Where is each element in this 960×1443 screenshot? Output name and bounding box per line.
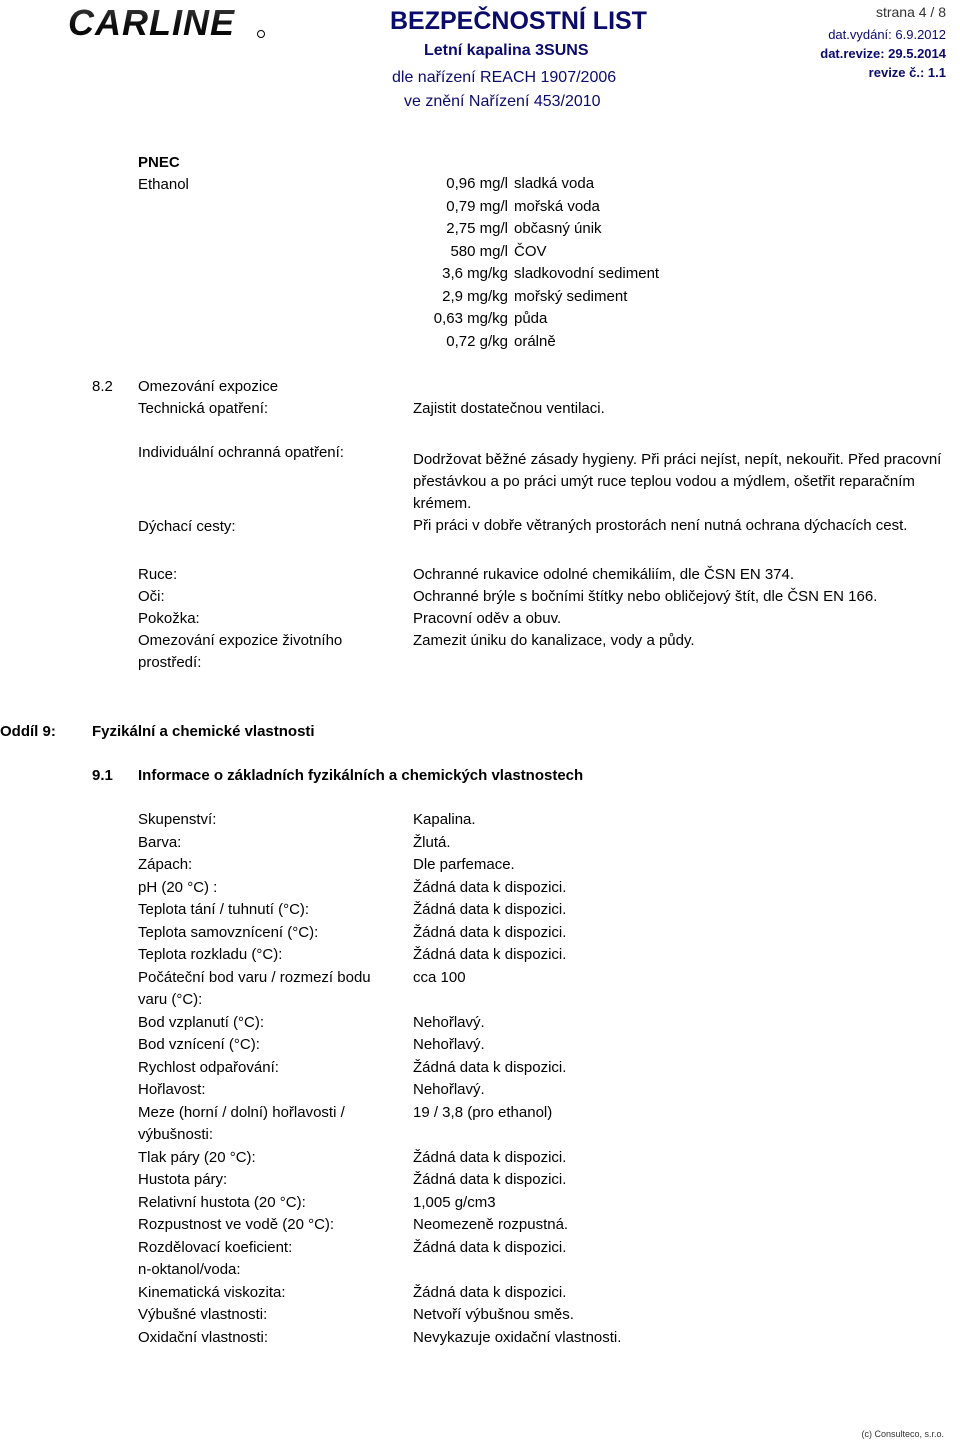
property-row: [138, 1057, 960, 1080]
property-row: [138, 1124, 960, 1147]
property-label: Hustota páry:: [138, 1171, 228, 1188]
pnec-row: [380, 241, 659, 264]
pnec-value: 2,75 mg/l: [446, 220, 508, 237]
eyes-label: Oči:: [138, 588, 165, 605]
respiratory-label: Dýchací cesty:: [138, 518, 236, 535]
pnec-row: [380, 308, 659, 331]
pnec-desc: půda: [514, 310, 548, 327]
property-row: [138, 989, 960, 1012]
property-label: výbušnosti:: [138, 1126, 214, 1143]
property-row: [138, 1237, 960, 1260]
property-label: Relativní hustota (20 °C):: [138, 1193, 306, 1211]
property-value: Nehořlavý.: [413, 1013, 485, 1031]
revision-date: dat.revize: 29.5.2014: [820, 46, 946, 61]
property-value: Žádná data k dispozici.: [413, 1171, 567, 1188]
pnec-value: 0,96 mg/l: [446, 175, 508, 192]
page-number: strana 4 / 8: [875, 4, 946, 20]
section-9-1-title: Informace o základních fyzikálních a chemických vlastnostech: [138, 767, 584, 784]
property-row: [138, 1327, 960, 1350]
property-label: Oxidační vlastnosti:: [138, 1328, 269, 1346]
pnec-row: [380, 196, 659, 219]
pnec-substance: Ethanol: [138, 176, 189, 193]
property-label: n-oktanol/voda:: [138, 1261, 241, 1278]
property-value: Nehořlavý.: [413, 1081, 485, 1098]
property-value: Žádná data k dispozici.: [413, 1283, 567, 1301]
property-value: Žádná data k dispozici.: [413, 1148, 567, 1166]
property-row: [138, 1102, 960, 1125]
pnec-desc: mořský sediment: [514, 287, 628, 305]
pnec-value: 0,72 g/kg: [446, 332, 508, 350]
document-title: BEZPEČNOSTNÍ LIST: [390, 7, 647, 35]
pnec-value: 3,6 mg/kg: [442, 265, 508, 282]
pnec-value: 580 mg/l: [450, 242, 508, 260]
pnec-label: PNEC: [138, 154, 180, 171]
property-label: Rychlost odpařování:: [138, 1058, 279, 1076]
technical-measures-text: Zajistit dostatečnou ventilaci.: [413, 400, 605, 417]
property-row: [138, 1214, 960, 1237]
property-row: [138, 1147, 960, 1170]
property-label: Teplota tání / tuhnutí (°C):: [138, 901, 310, 918]
property-value: Žádná data k dispozici.: [413, 1238, 567, 1256]
env-exposure-text: Zamezit úniku do kanalizace, vody a půdy.: [413, 632, 695, 649]
property-label: varu (°C):: [138, 991, 203, 1008]
section-9-label: Oddíl 9:: [0, 723, 56, 740]
property-row: [138, 1012, 960, 1035]
pnec-row: [380, 218, 659, 241]
revision-number: revize č.: 1.1: [868, 65, 946, 80]
properties-list: [138, 809, 960, 1349]
pnec-desc: sladkovodní sediment: [514, 265, 660, 282]
env-exposure-label-1: Omezování expozice životního: [138, 632, 343, 649]
property-row: [138, 1282, 960, 1305]
property-row: [138, 1079, 960, 1102]
property-row: [138, 922, 960, 945]
pnec-row: [380, 173, 659, 196]
pnec-row: [380, 263, 659, 286]
env-exposure-label-2: prostředí:: [138, 654, 202, 671]
property-row: [138, 967, 960, 990]
respiratory-text: Při práci v dobře větraných prostorách není nutná ochrana dýchacích cest.: [413, 517, 908, 534]
regulation-line-1: dle nařízení REACH 1907/2006: [392, 69, 617, 86]
property-row: [138, 877, 960, 900]
pnec-desc: občasný únik: [514, 220, 602, 237]
property-label: Výbušné vlastnosti:: [138, 1306, 268, 1323]
property-row: [138, 1259, 960, 1282]
property-label: Počáteční bod varu / rozmezí bodu: [138, 968, 371, 986]
property-value: Žádná data k dispozici.: [413, 923, 567, 941]
product-name: Letní kapalina 3SUNS: [424, 42, 589, 59]
pnec-table: [380, 173, 659, 353]
property-label: Rozdělovací koeficient:: [138, 1238, 293, 1256]
technical-measures-label: Technická opatření:: [138, 400, 269, 417]
section-8-2-number: 8.2: [92, 378, 113, 395]
property-row: [138, 1304, 960, 1327]
logo-text: CARLINE: [68, 4, 235, 42]
property-label: Rozpustnost ve vodě (20 °C):: [138, 1216, 335, 1233]
eyes-text: Ochranné brýle s bočními štítky nebo obličejový štít, dle ČSN EN 166.: [413, 588, 878, 605]
property-label: Hořlavost:: [138, 1081, 206, 1098]
property-label: pH (20 °C) :: [138, 878, 218, 896]
pnec-desc: sladká voda: [514, 175, 595, 192]
property-label: Bod vzplanutí (°C):: [138, 1013, 265, 1031]
property-label: Barva:: [138, 833, 182, 851]
property-label: Bod vznícení (°C):: [138, 1036, 260, 1053]
pnec-value: 2,9 mg/kg: [442, 287, 508, 305]
property-row: [138, 1169, 960, 1192]
property-label: Teplota rozkladu (°C):: [138, 946, 283, 963]
pnec-desc: ČOV: [514, 242, 547, 260]
pnec-row: [380, 286, 659, 309]
property-value: Neomezeně rozpustná.: [413, 1216, 569, 1233]
property-label: Kinematická viskozita:: [138, 1283, 286, 1301]
property-label: Meze (horní / dolní) hořlavosti /: [138, 1103, 345, 1121]
hands-text: Ochranné rukavice odolné chemikáliím, dle ČSN EN 374.: [413, 566, 795, 583]
property-label: Tlak páry (20 °C):: [138, 1148, 256, 1166]
property-value: Žádná data k dispozici.: [413, 946, 567, 963]
regulation-line-2: ve znění Nařízení 453/2010: [404, 93, 601, 110]
footer-copyright: (c) Consulteco, s.r.o.: [861, 1429, 944, 1439]
skin-label: Pokožka:: [138, 610, 200, 627]
property-row: [138, 809, 960, 832]
pnec-desc: orálně: [514, 332, 556, 350]
property-row: [138, 854, 960, 877]
carline-logo: [66, 4, 266, 42]
property-row: [138, 832, 960, 855]
property-row: [138, 1192, 960, 1215]
pnec-desc: mořská voda: [514, 197, 600, 215]
section-8-2-title: Omezování expozice: [138, 378, 279, 395]
property-value: Dle parfemace.: [413, 856, 515, 873]
property-value: Žádná data k dispozici.: [413, 878, 567, 896]
property-value: cca 100: [413, 968, 466, 986]
ppe-label: Individuální ochranná opatření:: [138, 444, 344, 461]
property-value: Netvoří výbušnou směs.: [413, 1306, 574, 1323]
property-row: [138, 899, 960, 922]
property-label: Teplota samovznícení (°C):: [138, 923, 319, 941]
property-row: [138, 1034, 960, 1057]
property-value: [413, 1259, 960, 1282]
hands-label: Ruce:: [138, 566, 178, 583]
property-value: Nehořlavý.: [413, 1036, 485, 1053]
property-value: Žádná data k dispozici.: [413, 901, 567, 918]
property-value: [413, 1124, 960, 1147]
property-label: Skupenství:: [138, 811, 217, 828]
property-value: 1,005 g/cm3: [413, 1193, 496, 1211]
property-row: [138, 944, 960, 967]
section-9-title: Fyzikální a chemické vlastnosti: [92, 723, 315, 740]
property-value: [413, 989, 960, 1012]
pnec-row: [380, 331, 659, 354]
property-value: Kapalina.: [413, 811, 476, 828]
property-value: Nevykazuje oxidační vlastnosti.: [413, 1328, 622, 1346]
pnec-value: 0,63 mg/kg: [433, 310, 508, 327]
skin-text: Pracovní oděv a obuv.: [413, 610, 562, 627]
ppe-text: Dodržovat běžné zásady hygieny. Při práci nejíst, nepít, nekouřit. Před pracovní přestávkou a po práci umýt ruce teplou vodou a mýdlem, ošetřit reparačním krémem.: [413, 451, 942, 512]
property-value: 19 / 3,8 (pro ethanol): [413, 1103, 553, 1121]
section-9-1-number: 9.1: [92, 767, 113, 784]
property-value: Žádná data k dispozici.: [413, 1058, 567, 1076]
pnec-value: 0,79 mg/l: [446, 197, 508, 215]
property-value: Žlutá.: [413, 833, 451, 851]
property-label: Zápach:: [138, 856, 193, 873]
issue-date: dat.vydání: 6.9.2012: [828, 27, 946, 42]
